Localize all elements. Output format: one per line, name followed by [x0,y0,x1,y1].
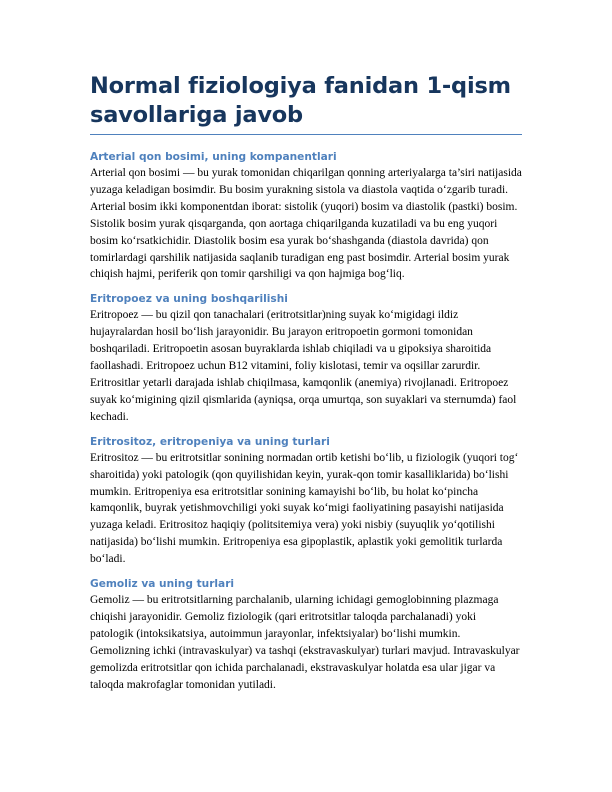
section-paragraph: Gemoliz — bu eritrotsitlarning parchalanib, ularning ichidagi gemoglobinning plazmaga chiqishi jarayonidir. Gemoliz fiziologik (qari eritrotsitlar taloqda parchalanadi) yoki patologik (intoksikatsiya, autoimmun jarayonlar, infektsiyalar) bo‘lishi mumkin. Gemolizning ichki (intravaskulyar) va tashqi (ekstravaskulyar) turlari mavjud. Intravaskulyar gemolizda eritrotsitlar qon ichida parchalanadi, ekstravaskulyar holatda esa ular jigar va taloqda makrofaglar tomonidan yutiladi. [90,594,520,691]
section-heading: Eritrositoz, eritropeniya va uning turlari [90,435,330,448]
section-erythropoiesis [90,292,522,425]
section-hemolysis [90,577,522,693]
section-paragraph: Arterial qon bosimi — bu yurak tomonidan chiqarilgan qonning arteriyalarga ta’siri natijasida yuzaga keladigan bosimdir. Bu bosim yurakning sistola va diastola vaqtida o‘zgarib turadi. Arterial bosim ikki komponentdan iborat: sistolik (yuqori) bosim va diastolik (pastki) bosim. Sistolik bosim yurak qisqarganda, qon aortaga chiqarilganda kuzatiladi va bu eng yuqori bosim ko‘rsatkichidir. Diastolik bosim esa yurak bo‘shashganda (diastola davrida) qon tomirlardagi qarshilik natijasida saqlanib turadigan eng past bosimdir. Arterial bosim yurak chiqish hajmi, periferik qon tomir qarshiligi va qon hajmiga bog‘liq. [90,167,522,281]
section-erythrocytosis [90,435,522,568]
document-title: Normal fiziologiya fanidan 1-qism savollariga javob [90,72,522,135]
section-arterial-pressure [90,150,522,283]
section-heading: Eritropoez va uning boshqarilishi [90,293,288,306]
section-paragraph: Eritropoez — bu qizil qon tanachalari (eritrotsitlar)ning suyak ko‘migidagi ildiz hujayralardan hosil bo‘lish jarayonidir. Bu jarayon eritropoetin gormoni tomonidan boshqariladi. Eritropoetin asosan buyraklarda ishlab chiqiladi va u gipoksiya sharoitida faollashadi. Eritropoez uchun B12 vitamini, foliy kislotasi, temir va oqsillar zarurdir. Eritrositlar yetarli darajada ishlab chiqilmasa, kamqonlik (anemiya) rivojlanadi. Eritropoez suyak ko‘migining qizil qismlarida (ayniqsa, orqa umurtqa, son suyaklari va sternumda) faol kechadi. [90,309,517,423]
section-heading: Arterial qon bosimi, uning kompanentlari [90,151,337,163]
section-paragraph: Eritrositoz — bu eritrotsitlar sonining normadan ortib ketishi bo‘lib, u fiziologik (yuqori tog‘ sharoitida) yoki patologik (qon quyilishidan keyin, yurak-qon tomir kasalliklarida) bo‘lishi mumkin. Eritropeniya esa eritrotsitlar sonining kamayishi bo‘lib, bu holat ko‘pincha kamqonlik, buyrak yetishmovchiligi yoki suyak ko‘migi faoliyatining pasayishi natijasida yuzaga keladi. Eritrositoz haqiqiy (politsitemiya vera) yoki nisbiy (suyuqlik yo‘qotilishi natijasida) bo‘lishi mumkin. Eritropeniya esa gipoplastik, aplastik yoki gemolitik turlarda bo‘ladi. [90,451,519,566]
section-heading: Gemoliz va uning turlari [90,578,235,591]
document-page [90,72,522,693]
